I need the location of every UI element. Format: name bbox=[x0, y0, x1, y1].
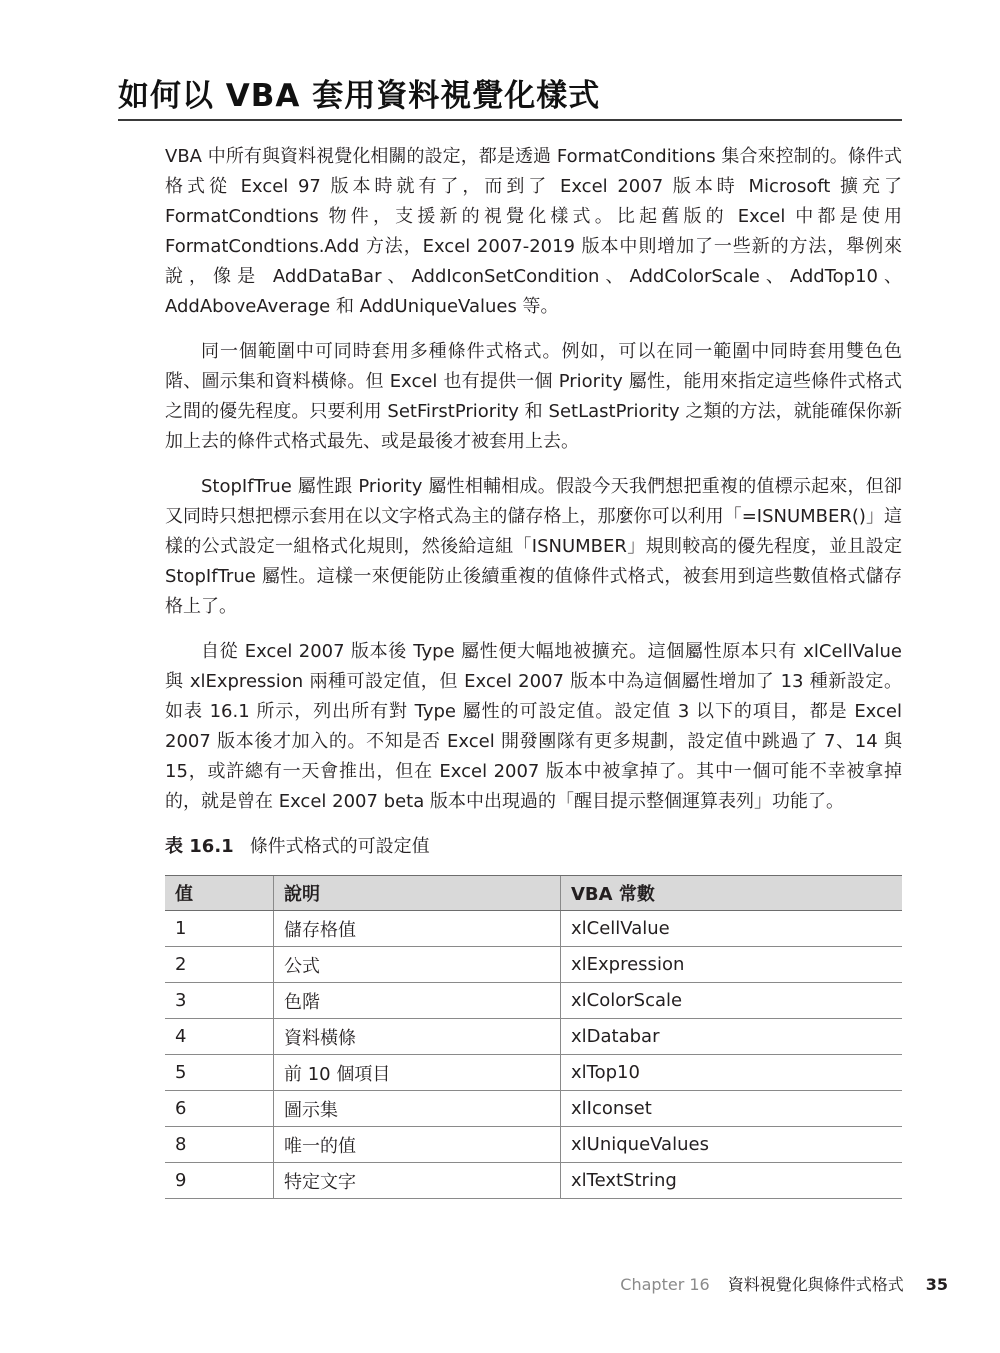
cell-vba-constant: xlTextString bbox=[561, 1163, 903, 1199]
cell-value: 8 bbox=[165, 1127, 274, 1163]
paragraph-4: 自從 Excel 2007 版本後 Type 屬性便大幅地被擴充。這個屬性原本只有 xlCellValue 與 xlExpression 兩種可設定值，但 Excel 2007 版本中為這個屬性增加了 13 種新設定。如表 16.1 所示，列出所有對 Type 屬性的可設定值。設定值 3 以下的項目，都是 Excel 2007 版本後才加入的。不知是否 Excel 開發團隊有更多規劃，設定值中跳過了 7、14 與 15，或許總有一天會推出，但在 Excel 2007 版本中被拿掉了。其中一個可能不幸被拿掉的，就是曾在 Excel 2007 beta 版本中出現過的「醒目提示整個運算表列」功能了。 bbox=[165, 641, 902, 812]
cell-description: 色階 bbox=[274, 983, 561, 1019]
condition-type-table bbox=[165, 875, 902, 1199]
table-row bbox=[165, 1163, 902, 1199]
cell-value: 5 bbox=[165, 1055, 274, 1091]
cell-description: 儲存格值 bbox=[274, 911, 561, 947]
table-caption-title: 條件式格式的可設定值 bbox=[249, 836, 430, 857]
cell-value: 3 bbox=[165, 983, 274, 1019]
page-number: 35 bbox=[925, 1275, 948, 1294]
title-divider bbox=[118, 119, 902, 121]
footer-chapter-label: Chapter 16 bbox=[620, 1275, 710, 1294]
cell-value: 6 bbox=[165, 1091, 274, 1127]
table-row bbox=[165, 947, 902, 983]
paragraph-3: StopIfTrue 屬性跟 Priority 屬性相輔相成。假設今天我們想把重複的值標示起來，但卻又同時只想把標示套用在以文字格式為主的儲存格上，那麼你可以利用「=ISNUMBER()」這樣的公式設定一組格式化規則，然後給這組「ISNUMBER」規則較高的優先程度，並且設定 StopIfTrue 屬性。這樣一來便能防止後續重複的值條件式格式，被套用到這些數值格式儲存格上了。 bbox=[165, 476, 902, 617]
cell-description: 前 10 個項目 bbox=[274, 1055, 561, 1091]
table-caption-number: 表 16.1 bbox=[165, 836, 234, 857]
table-row bbox=[165, 1091, 902, 1127]
cell-value: 2 bbox=[165, 947, 274, 983]
table-row bbox=[165, 983, 902, 1019]
header-description: 說明 bbox=[274, 876, 561, 911]
cell-description: 特定文字 bbox=[274, 1163, 561, 1199]
cell-value: 1 bbox=[165, 911, 274, 947]
page-title: 如何以 VBA 套用資料視覺化樣式 bbox=[118, 78, 601, 114]
paragraph-1: VBA 中所有與資料視覺化相關的設定，都是透過 FormatConditions 集合來控制的。條件式格式從 Excel 97 版本時就有了，而到了 Excel 2007 版本時 Microsoft 擴充了 FormatCondtions 物件，支援新的視覺化樣式。比起舊版的 Excel 中都是使用 FormatCondtions.Add 方法，Excel 2007-2019 版本中則增加了一些新的方法，舉例來說，像是 AddDataBar、AddIconSetCondition、AddColorScale、AddTop10、AddAboveAverage 和 AddUniqueValues 等。 bbox=[165, 146, 902, 317]
cell-vba-constant: xlDatabar bbox=[561, 1019, 903, 1055]
header-vba-constant: VBA 常數 bbox=[561, 876, 903, 911]
cell-description: 資料橫條 bbox=[274, 1019, 561, 1055]
cell-value: 9 bbox=[165, 1163, 274, 1199]
cell-description: 唯一的值 bbox=[274, 1127, 561, 1163]
table-row bbox=[165, 911, 902, 947]
table-row bbox=[165, 1019, 902, 1055]
cell-vba-constant: xlUniqueValues bbox=[561, 1127, 903, 1163]
table-caption bbox=[165, 832, 902, 862]
cell-value: 4 bbox=[165, 1019, 274, 1055]
body-text bbox=[165, 142, 902, 1199]
cell-vba-constant: xlTop10 bbox=[561, 1055, 903, 1091]
footer-chapter-title: 資料視覺化與條件式格式 bbox=[727, 1275, 904, 1294]
cell-vba-constant: xlCellValue bbox=[561, 911, 903, 947]
table-row bbox=[165, 1127, 902, 1163]
cell-vba-constant: xlColorScale bbox=[561, 983, 903, 1019]
paragraph-2: 同一個範圍中可同時套用多種條件式格式。例如，可以在同一範圍中同時套用雙色色階、圖示集和資料橫條。但 Excel 也有提供一個 Priority 屬性，能用來指定這些條件式格式之間的優先程度。只要利用 SetFirstPriority 和 SetLastPriority 之類的方法，就能確保你新加上去的條件式格式最先、或是最後才被套用上去。 bbox=[165, 341, 902, 452]
header-value: 值 bbox=[165, 876, 274, 911]
page-footer bbox=[620, 1272, 948, 1298]
cell-vba-constant: xlIconset bbox=[561, 1091, 903, 1127]
cell-description: 公式 bbox=[274, 947, 561, 983]
table-header-row bbox=[165, 876, 902, 911]
cell-vba-constant: xlExpression bbox=[561, 947, 903, 983]
cell-description: 圖示集 bbox=[274, 1091, 561, 1127]
table-row bbox=[165, 1055, 902, 1091]
